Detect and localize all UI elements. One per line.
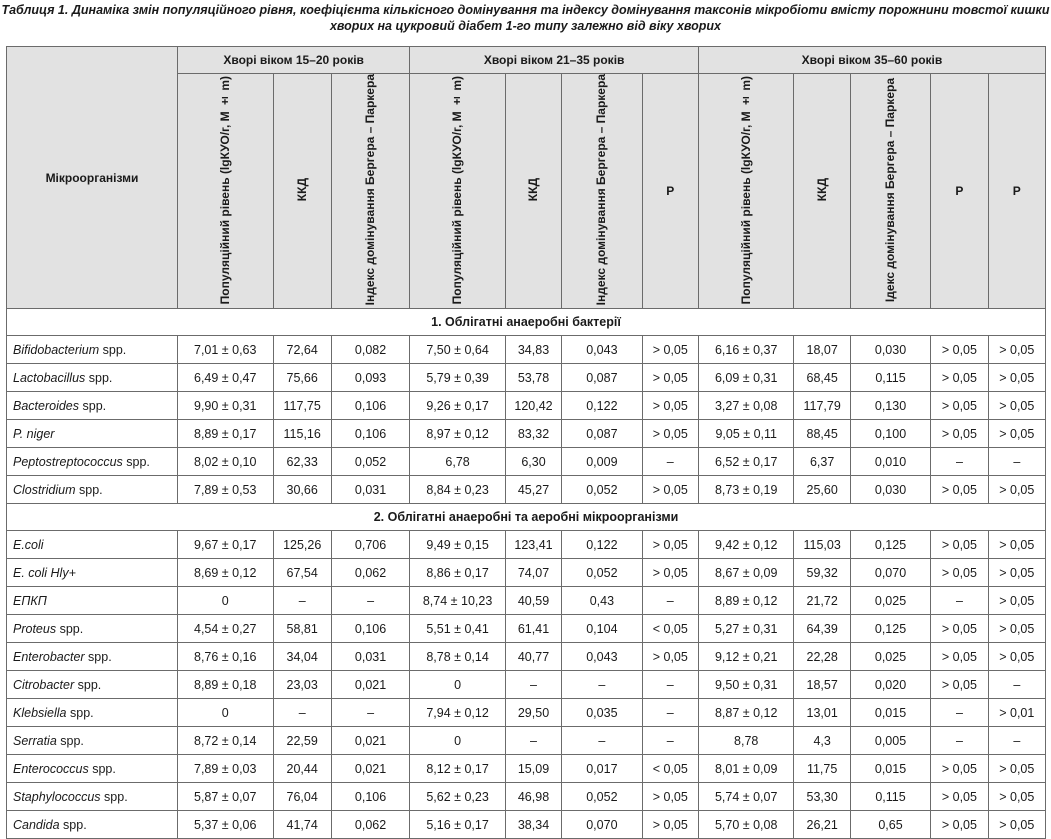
- table-cell: 8,87 ± 0,12: [698, 699, 794, 727]
- table-cell: –: [988, 448, 1045, 476]
- table-cell: > 0,05: [642, 392, 698, 420]
- organism-name: [7, 392, 178, 420]
- organism-genus: Enterococcus: [13, 761, 89, 776]
- table-cell: 53,30: [794, 783, 850, 811]
- organism-name: [7, 699, 178, 727]
- table-cell: 8,73 ± 0,19: [698, 476, 794, 504]
- caption-text: Динаміка змін популяційного рівня, коефіцієнта кількісного домінування та індексу домінування таксонів мікробіоти вмісту порожнини товстої кишки хворих на цукровий діабет 1-го типу залежно від віку хворих: [71, 3, 1050, 33]
- table-cell: > 0,05: [988, 392, 1045, 420]
- table-cell: 0,021: [331, 755, 409, 783]
- table-cell: 34,04: [273, 643, 331, 671]
- table-cell: –: [562, 727, 642, 755]
- table-cell: > 0,05: [931, 392, 988, 420]
- organism-name: [7, 615, 178, 643]
- table-cell: 62,33: [273, 448, 331, 476]
- table-cell: 8,69 ± 0,12: [177, 559, 273, 587]
- table-cell: 22,28: [794, 643, 850, 671]
- organism-genus: Candida: [13, 817, 60, 832]
- organism-suffix: spp.: [88, 761, 116, 776]
- organism-genus: P. niger: [13, 426, 55, 441]
- table-cell: 0,093: [331, 364, 409, 392]
- microbiota-table: [6, 46, 1046, 839]
- table-cell: –: [642, 671, 698, 699]
- table-cell: 0,052: [562, 783, 642, 811]
- organism-name: [7, 336, 178, 364]
- table-cell: 18,07: [794, 336, 850, 364]
- table-cell: 7,89 ± 0,03: [177, 755, 273, 783]
- organism-suffix: spp.: [56, 621, 84, 636]
- table-cell: 7,01 ± 0,63: [177, 336, 273, 364]
- table-cell: 0,130: [850, 392, 930, 420]
- table-cell: > 0,05: [642, 420, 698, 448]
- header-kkd-1: ККД: [273, 74, 331, 309]
- organism-name: [7, 671, 178, 699]
- table-cell: 9,49 ± 0,15: [410, 531, 506, 559]
- table-cell: 0,106: [331, 783, 409, 811]
- table-row: [7, 727, 1046, 755]
- organism-name: [7, 531, 178, 559]
- table-cell: > 0,05: [988, 643, 1045, 671]
- table-cell: 8,78: [698, 727, 794, 755]
- table-cell: 0,087: [562, 364, 642, 392]
- table-cell: 0,070: [850, 559, 930, 587]
- table-cell: –: [931, 699, 988, 727]
- table-cell: 5,74 ± 0,07: [698, 783, 794, 811]
- table-cell: 0,031: [331, 476, 409, 504]
- table-cell: 5,70 ± 0,08: [698, 811, 794, 839]
- table-cell: > 0,05: [988, 755, 1045, 783]
- table-cell: 4,54 ± 0,27: [177, 615, 273, 643]
- organism-suffix: spp.: [85, 370, 113, 385]
- table-cell: > 0,05: [988, 559, 1045, 587]
- table-cell: –: [273, 587, 331, 615]
- table-cell: 88,45: [794, 420, 850, 448]
- table-cell: > 0,05: [988, 364, 1045, 392]
- header-kkd-2: ККД: [505, 74, 561, 309]
- table-cell: 58,81: [273, 615, 331, 643]
- organism-name: [7, 364, 178, 392]
- table-cell: 40,59: [505, 587, 561, 615]
- table-row: [7, 559, 1046, 587]
- table-cell: 0,65: [850, 811, 930, 839]
- table-cell: 5,16 ± 0,17: [410, 811, 506, 839]
- organism-genus: Peptostreptococcus: [13, 454, 123, 469]
- table-cell: 18,57: [794, 671, 850, 699]
- table-cell: –: [273, 699, 331, 727]
- table-cell: > 0,05: [988, 531, 1045, 559]
- table-cell: –: [642, 699, 698, 727]
- table-cell: > 0,05: [931, 476, 988, 504]
- table-cell: 0,031: [331, 643, 409, 671]
- table-cell: 0,062: [331, 559, 409, 587]
- table-cell: 117,79: [794, 392, 850, 420]
- table-cell: 0,100: [850, 420, 930, 448]
- table-cell: 5,87 ± 0,07: [177, 783, 273, 811]
- table-cell: 9,90 ± 0,31: [177, 392, 273, 420]
- table-cell: 46,98: [505, 783, 561, 811]
- header-p-3b: Р: [988, 74, 1045, 309]
- table-cell: 8,89 ± 0,18: [177, 671, 273, 699]
- table-cell: 72,64: [273, 336, 331, 364]
- table-cell: 67,54: [273, 559, 331, 587]
- header-pop-level-2: Популяційний рівень (lgКУО/г, M ± m): [410, 74, 506, 309]
- organism-genus: E. coli Hly+: [13, 565, 76, 580]
- table-cell: 0,106: [331, 420, 409, 448]
- table-cell: 0,043: [562, 643, 642, 671]
- table-cell: 0,035: [562, 699, 642, 727]
- table-cell: > 0,05: [931, 811, 988, 839]
- organism-name: [7, 643, 178, 671]
- header-index-3: Ідекс домінування Бергера – Паркера: [850, 74, 930, 309]
- table-cell: 6,78: [410, 448, 506, 476]
- table-cell: 0,706: [331, 531, 409, 559]
- header-p-2: Р: [642, 74, 698, 309]
- table-cell: 0,106: [331, 392, 409, 420]
- table-cell: 0,025: [850, 643, 930, 671]
- table-cell: –: [931, 727, 988, 755]
- table-cell: –: [331, 699, 409, 727]
- table-cell: 25,60: [794, 476, 850, 504]
- table-cell: 0,115: [850, 783, 930, 811]
- table-cell: 0,122: [562, 392, 642, 420]
- table-cell: 20,44: [273, 755, 331, 783]
- organism-suffix: spp.: [56, 733, 84, 748]
- table-cell: 115,16: [273, 420, 331, 448]
- header-group-2: Хворі віком 21–35 років: [410, 47, 699, 74]
- table-row: [7, 671, 1046, 699]
- table-cell: 9,67 ± 0,17: [177, 531, 273, 559]
- table-cell: 0,087: [562, 420, 642, 448]
- organism-suffix: spp.: [74, 677, 102, 692]
- table-cell: 0,062: [331, 811, 409, 839]
- table-row: [7, 699, 1046, 727]
- table-cell: 38,34: [505, 811, 561, 839]
- table-cell: 8,72 ± 0,14: [177, 727, 273, 755]
- table-cell: –: [642, 587, 698, 615]
- table-cell: 0: [177, 699, 273, 727]
- table-cell: > 0,05: [931, 755, 988, 783]
- table-cell: 0,106: [331, 615, 409, 643]
- organism-genus: E.coli: [13, 537, 44, 552]
- organism-name: [7, 448, 178, 476]
- table-cell: 120,42: [505, 392, 561, 420]
- table-row: [7, 615, 1046, 643]
- table-cell: –: [331, 587, 409, 615]
- table-cell: 117,75: [273, 392, 331, 420]
- table-cell: 8,86 ± 0,17: [410, 559, 506, 587]
- table-cell: 7,50 ± 0,64: [410, 336, 506, 364]
- table-cell: 13,01: [794, 699, 850, 727]
- organism-suffix: spp.: [66, 705, 94, 720]
- organism-genus: Enterobacter: [13, 649, 85, 664]
- organism-name: [7, 783, 178, 811]
- table-body: [7, 309, 1046, 839]
- table-cell: 0,052: [331, 448, 409, 476]
- organism-genus: Bifidobacterium: [13, 342, 100, 357]
- table-cell: < 0,05: [642, 615, 698, 643]
- table-cell: > 0,05: [931, 671, 988, 699]
- table-cell: < 0,05: [642, 755, 698, 783]
- table-cell: > 0,05: [988, 615, 1045, 643]
- section-header-row: [7, 309, 1046, 336]
- table-cell: 59,32: [794, 559, 850, 587]
- organism-name: [7, 587, 178, 615]
- table-row: [7, 531, 1046, 559]
- table-cell: 0,015: [850, 699, 930, 727]
- header-index-2: Індекс домінування Бергера – Паркера: [562, 74, 642, 309]
- table-cell: 5,79 ± 0,39: [410, 364, 506, 392]
- table-cell: 0,070: [562, 811, 642, 839]
- table-cell: 26,21: [794, 811, 850, 839]
- table-cell: 74,07: [505, 559, 561, 587]
- table-cell: 22,59: [273, 727, 331, 755]
- table-cell: > 0,05: [931, 336, 988, 364]
- organism-name: [7, 559, 178, 587]
- table-cell: 23,03: [273, 671, 331, 699]
- table-cell: 4,3: [794, 727, 850, 755]
- table-cell: 0,015: [850, 755, 930, 783]
- table-cell: > 0,05: [642, 643, 698, 671]
- table-cell: 8,12 ± 0,17: [410, 755, 506, 783]
- table-cell: 53,78: [505, 364, 561, 392]
- table-cell: 83,32: [505, 420, 561, 448]
- table-cell: 7,94 ± 0,12: [410, 699, 506, 727]
- table-row: [7, 755, 1046, 783]
- table-row: [7, 476, 1046, 504]
- table-cell: 7,89 ± 0,53: [177, 476, 273, 504]
- table-row: [7, 587, 1046, 615]
- header-group-3: Хворі віком 35–60 років: [698, 47, 1045, 74]
- header-kkd-3: ККД: [794, 74, 850, 309]
- table-cell: 9,50 ± 0,31: [698, 671, 794, 699]
- organism-suffix: spp.: [122, 454, 150, 469]
- table-row: [7, 364, 1046, 392]
- table-cell: 8,01 ± 0,09: [698, 755, 794, 783]
- table-cell: 6,52 ± 0,17: [698, 448, 794, 476]
- table-cell: 0,021: [331, 727, 409, 755]
- table-row: [7, 811, 1046, 839]
- table-cell: 40,77: [505, 643, 561, 671]
- table-cell: 76,04: [273, 783, 331, 811]
- table-row: [7, 420, 1046, 448]
- organism-genus: Klebsiella: [13, 705, 67, 720]
- table-cell: 34,83: [505, 336, 561, 364]
- table-cell: 125,26: [273, 531, 331, 559]
- organism-genus: Bacteroides: [13, 398, 80, 413]
- table-cell: 0,082: [331, 336, 409, 364]
- table-cell: > 0,05: [931, 643, 988, 671]
- table-cell: > 0,05: [642, 811, 698, 839]
- table-cell: 123,41: [505, 531, 561, 559]
- table-cell: 68,45: [794, 364, 850, 392]
- table-cell: > 0,05: [642, 559, 698, 587]
- table-cell: 0,005: [850, 727, 930, 755]
- table-cell: 0: [410, 727, 506, 755]
- table-cell: 8,67 ± 0,09: [698, 559, 794, 587]
- table-cell: 8,78 ± 0,14: [410, 643, 506, 671]
- table-cell: 9,05 ± 0,11: [698, 420, 794, 448]
- table-cell: 3,27 ± 0,08: [698, 392, 794, 420]
- table-cell: 6,09 ± 0,31: [698, 364, 794, 392]
- table-cell: 8,76 ± 0,16: [177, 643, 273, 671]
- table-cell: 8,89 ± 0,17: [177, 420, 273, 448]
- table-cell: 0,125: [850, 531, 930, 559]
- table-cell: 29,50: [505, 699, 561, 727]
- organism-genus: Proteus: [13, 621, 57, 636]
- table-row: [7, 336, 1046, 364]
- table-cell: 5,51 ± 0,41: [410, 615, 506, 643]
- table-cell: > 0,05: [988, 811, 1045, 839]
- table-cell: > 0,05: [931, 783, 988, 811]
- table-cell: > 0,05: [642, 476, 698, 504]
- table-cell: > 0,05: [931, 531, 988, 559]
- table-cell: 0,122: [562, 531, 642, 559]
- organism-genus: Clostridium: [13, 482, 76, 497]
- table-cell: 6,49 ± 0,47: [177, 364, 273, 392]
- table-cell: 8,02 ± 0,10: [177, 448, 273, 476]
- organism-genus: Citrobacter: [13, 677, 75, 692]
- organism-suffix: spp.: [75, 482, 103, 497]
- table-cell: –: [642, 448, 698, 476]
- table-cell: 9,42 ± 0,12: [698, 531, 794, 559]
- organism-suffix: spp.: [59, 817, 87, 832]
- table-cell: 115,03: [794, 531, 850, 559]
- table-row: [7, 643, 1046, 671]
- organism-name: [7, 811, 178, 839]
- table-cell: 6,16 ± 0,37: [698, 336, 794, 364]
- table-cell: 5,27 ± 0,31: [698, 615, 794, 643]
- table-cell: 0: [410, 671, 506, 699]
- table-cell: > 0,05: [642, 364, 698, 392]
- section-header-row: [7, 504, 1046, 531]
- table-cell: 0,104: [562, 615, 642, 643]
- table-cell: 8,97 ± 0,12: [410, 420, 506, 448]
- organism-genus: Serratia: [13, 733, 57, 748]
- table-caption: [0, 2, 1051, 34]
- table-cell: –: [562, 671, 642, 699]
- section-title: 2. Облігатні анаеробні та аеробні мікроорганізми: [7, 504, 1046, 531]
- table-cell: 0: [177, 587, 273, 615]
- table-cell: 0,021: [331, 671, 409, 699]
- table-cell: 0,025: [850, 587, 930, 615]
- table-cell: 8,84 ± 0,23: [410, 476, 506, 504]
- table-cell: > 0,05: [988, 420, 1045, 448]
- table-cell: > 0,05: [931, 420, 988, 448]
- table-cell: 64,39: [794, 615, 850, 643]
- table-cell: 0,043: [562, 336, 642, 364]
- table-row: [7, 783, 1046, 811]
- organism-genus: Staphylococcus: [13, 789, 101, 804]
- table-row: [7, 392, 1046, 420]
- table-cell: > 0,05: [988, 476, 1045, 504]
- table-cell: 45,27: [505, 476, 561, 504]
- header-group-1: Хворі віком 15–20 років: [177, 47, 409, 74]
- table-cell: –: [988, 727, 1045, 755]
- table-cell: –: [931, 587, 988, 615]
- header-p-3a: Р: [931, 74, 988, 309]
- table-cell: 0,017: [562, 755, 642, 783]
- table-cell: 8,74 ± 10,23: [410, 587, 506, 615]
- table-cell: > 0,05: [988, 336, 1045, 364]
- table-cell: 0,020: [850, 671, 930, 699]
- organism-suffix: spp.: [99, 342, 127, 357]
- table-cell: –: [931, 448, 988, 476]
- table-cell: 9,12 ± 0,21: [698, 643, 794, 671]
- organism-name: [7, 755, 178, 783]
- table-cell: > 0,05: [988, 587, 1045, 615]
- table-cell: 75,66: [273, 364, 331, 392]
- table-cell: 6,30: [505, 448, 561, 476]
- header-pop-level-1: Популяційний рівень (lgКУО/г, M ± m): [177, 74, 273, 309]
- organism-name: [7, 420, 178, 448]
- table-cell: > 0,05: [988, 783, 1045, 811]
- organism-genus: Lactobacillus: [13, 370, 86, 385]
- table-cell: 0,030: [850, 476, 930, 504]
- table-cell: 6,37: [794, 448, 850, 476]
- section-title: 1. Облігатні анаеробні бактерії: [7, 309, 1046, 336]
- table-cell: 61,41: [505, 615, 561, 643]
- table-cell: > 0,05: [642, 336, 698, 364]
- table-cell: 5,37 ± 0,06: [177, 811, 273, 839]
- header-pop-level-3: Популяційний рівень (lgКУО/г, M ± m): [698, 74, 794, 309]
- table-cell: 30,66: [273, 476, 331, 504]
- table-cell: 41,74: [273, 811, 331, 839]
- table-cell: –: [505, 671, 561, 699]
- table-cell: > 0,05: [642, 531, 698, 559]
- table-cell: 9,26 ± 0,17: [410, 392, 506, 420]
- table-cell: 0,030: [850, 336, 930, 364]
- table-cell: 15,09: [505, 755, 561, 783]
- table-cell: 0,43: [562, 587, 642, 615]
- header-microorganisms: Мікроорганізми: [7, 47, 178, 309]
- table-cell: > 0,05: [642, 783, 698, 811]
- organism-suffix: spp.: [84, 649, 112, 664]
- table-cell: 0,125: [850, 615, 930, 643]
- caption-label: Таблиця 1.: [1, 3, 69, 17]
- table-cell: 11,75: [794, 755, 850, 783]
- table-cell: > 0,01: [988, 699, 1045, 727]
- table-cell: 0,052: [562, 559, 642, 587]
- organism-suffix: spp.: [79, 398, 107, 413]
- table-cell: > 0,05: [931, 364, 988, 392]
- table-cell: –: [988, 671, 1045, 699]
- organism-suffix: spp.: [100, 789, 128, 804]
- table-cell: 0,009: [562, 448, 642, 476]
- organism-name: [7, 476, 178, 504]
- table-cell: > 0,05: [931, 559, 988, 587]
- organism-genus: ЕПКП: [13, 593, 47, 608]
- table-row: [7, 448, 1046, 476]
- table-cell: 0,115: [850, 364, 930, 392]
- table-cell: 5,62 ± 0,23: [410, 783, 506, 811]
- table-cell: 0,052: [562, 476, 642, 504]
- table-cell: 8,89 ± 0,12: [698, 587, 794, 615]
- organism-name: [7, 727, 178, 755]
- table-cell: –: [642, 727, 698, 755]
- table-cell: –: [505, 727, 561, 755]
- table-cell: > 0,05: [931, 615, 988, 643]
- table-cell: 21,72: [794, 587, 850, 615]
- table-cell: 0,010: [850, 448, 930, 476]
- header-index-1: Індекс домінування Бергера – Паркера: [331, 74, 409, 309]
